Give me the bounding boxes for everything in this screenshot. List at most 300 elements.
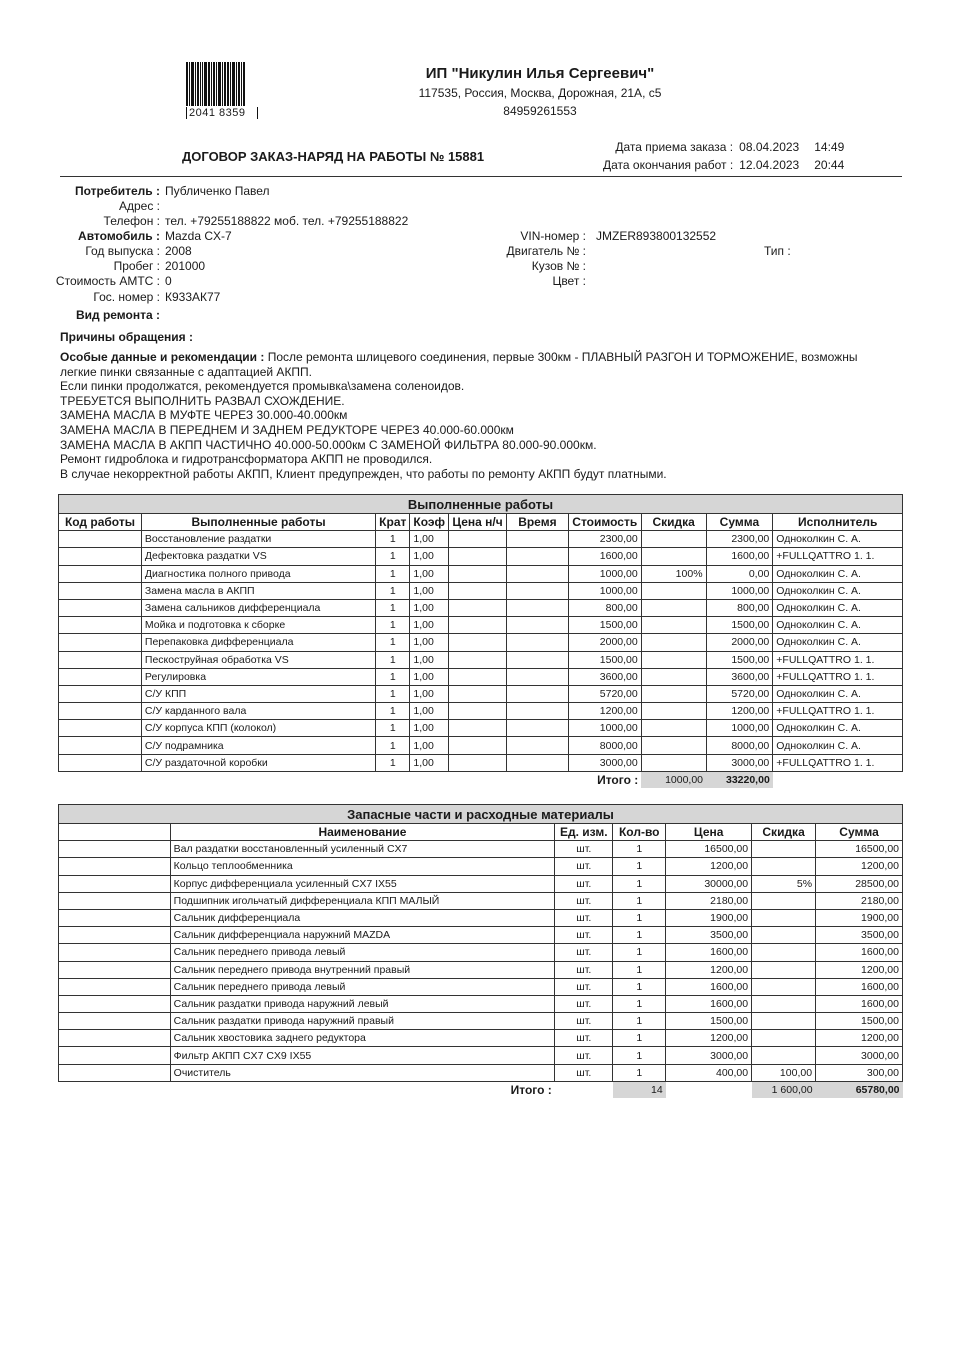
work-discount-cell [641, 548, 706, 565]
part-blank-cell [59, 1013, 171, 1030]
part-name-cell: Сальник переднего привода левый [170, 978, 555, 995]
works-col-cost: Стоимость [568, 514, 641, 531]
part-name-cell: Сальник переднего привода внутренний правый [170, 961, 555, 978]
work-mult-cell: 1 [376, 651, 410, 668]
table-row [59, 909, 903, 926]
part-price-cell: 3500,00 [666, 927, 752, 944]
vin-value: JMZER893800132552 [596, 229, 717, 243]
body-label: Кузов № : [531, 259, 586, 273]
works-table [58, 494, 903, 788]
part-sum-cell: 28500,00 [816, 875, 903, 892]
work-coef-cell: 1,00 [410, 617, 449, 634]
work-executor-cell: Одноколкин С. А. [773, 617, 903, 634]
work-time-cell [507, 685, 569, 702]
work-discount-cell [641, 531, 706, 548]
work-sum-cell: 1500,00 [706, 651, 773, 668]
part-sum-cell: 1200,00 [816, 858, 903, 875]
work-name-cell: Мойка и подготовка к сборке [141, 617, 375, 634]
work-cost-cell: 1000,00 [568, 720, 641, 737]
part-qty-cell: 1 [613, 961, 666, 978]
part-price-cell: 16500,00 [666, 841, 752, 858]
barcode [186, 62, 258, 120]
cost-label: Стоимость АМТС : [55, 274, 160, 288]
table-row [59, 1030, 903, 1047]
work-coef-cell: 1,00 [410, 720, 449, 737]
work-rate-cell [449, 720, 507, 737]
work-cost-cell: 1000,00 [568, 582, 641, 599]
part-blank-cell [59, 927, 171, 944]
notes-line: легкие пинки связанные с адаптацией АКПП. [60, 364, 313, 379]
work-sum-cell: 2300,00 [706, 531, 773, 548]
parts-table [58, 804, 903, 1098]
work-coef-cell: 1,00 [410, 685, 449, 702]
part-unit-cell: шт. [555, 978, 613, 995]
year-value: 2008 [165, 244, 192, 258]
work-mult-cell: 1 [376, 685, 410, 702]
part-discount-cell [752, 927, 816, 944]
part-discount-cell [752, 858, 816, 875]
table-row [59, 651, 903, 668]
part-price-cell: 30000,00 [666, 875, 752, 892]
work-cost-cell: 5720,00 [568, 685, 641, 702]
part-name-cell: Корпус дифференциала усиленный CX7 IX55 [170, 875, 555, 892]
work-discount-cell [641, 582, 706, 599]
work-rate-cell [449, 651, 507, 668]
consumer-value: Публиченко Павел [165, 184, 270, 198]
work-cost-cell: 3600,00 [568, 668, 641, 685]
parts-caption: Запасные части и расходные материалы [59, 805, 903, 824]
parts-total-discount: 1 600,00 [752, 1081, 816, 1098]
table-row [59, 927, 903, 944]
work-code-cell [59, 582, 142, 599]
year-label: Год выпуска : [85, 244, 160, 258]
part-name-cell: Сальник переднего привода левый [170, 944, 555, 961]
part-sum-cell: 1900,00 [816, 909, 903, 926]
part-sum-cell: 1600,00 [816, 944, 903, 961]
work-mult-cell: 1 [376, 737, 410, 754]
part-blank-cell [59, 961, 171, 978]
works-col-time: Время [507, 514, 569, 531]
part-price-cell: 1200,00 [666, 961, 752, 978]
table-row [59, 944, 903, 961]
works-col-name: Выполненные работы [141, 514, 375, 531]
part-price-cell: 1600,00 [666, 978, 752, 995]
table-row [59, 858, 903, 875]
address-label: Адрес : [118, 199, 160, 213]
consumer-label: Потребитель : [74, 184, 160, 198]
work-sum-cell: 5720,00 [706, 685, 773, 702]
notes-first-line [60, 350, 880, 365]
part-name-cell: Фильтр АКПП CX7 CX9 IX55 [170, 1047, 555, 1064]
work-name-cell: Пескоструйная обработка VS [141, 651, 375, 668]
part-discount-cell [752, 1030, 816, 1047]
work-coef-cell: 1,00 [410, 737, 449, 754]
table-row [59, 737, 903, 754]
cost-value: 0 [165, 274, 172, 288]
work-time-cell [507, 754, 569, 771]
work-executor-cell: +FULLQATTRO 1. 1. [773, 548, 903, 565]
table-row [59, 720, 903, 737]
work-cost-cell: 2300,00 [568, 531, 641, 548]
part-unit-cell: шт. [555, 1064, 613, 1081]
part-qty-cell: 1 [613, 892, 666, 909]
work-discount-cell [641, 720, 706, 737]
header-divider [60, 176, 902, 177]
parts-total-row [59, 1081, 903, 1098]
work-code-cell [59, 668, 142, 685]
work-mult-cell: 1 [376, 531, 410, 548]
work-time-cell [507, 720, 569, 737]
part-discount-cell [752, 961, 816, 978]
work-coef-cell: 1,00 [410, 531, 449, 548]
work-discount-cell [641, 737, 706, 754]
part-price-cell: 3000,00 [666, 1047, 752, 1064]
part-unit-cell: шт. [555, 961, 613, 978]
table-row [59, 1064, 903, 1081]
part-blank-cell [59, 995, 171, 1012]
plate-value: К933АК77 [165, 290, 221, 304]
part-discount-cell [752, 944, 816, 961]
work-rate-cell [449, 668, 507, 685]
part-unit-cell: шт. [555, 944, 613, 961]
work-name-cell: Регулировка [141, 668, 375, 685]
work-code-cell [59, 599, 142, 616]
reasons-label: Причины обращения : [60, 330, 194, 344]
part-blank-cell [59, 1047, 171, 1064]
part-discount-cell [752, 1013, 816, 1030]
table-row [59, 582, 903, 599]
parts-col-unit: Ед. изм. [555, 824, 613, 841]
work-cost-cell: 8000,00 [568, 737, 641, 754]
work-discount-cell [641, 685, 706, 702]
work-sum-cell: 3000,00 [706, 754, 773, 771]
work-name-cell: Перепаковка дифференциала [141, 634, 375, 651]
part-blank-cell [59, 944, 171, 961]
company-address: 117535, Россия, Москва, Дорожная, 21А, с5 [418, 86, 662, 100]
work-name-cell: Дефектовка раздатки VS [141, 548, 375, 565]
work-time-cell [507, 548, 569, 565]
part-name-cell: Подшипник игольчатый дифференциала КПП МАЛЫЙ [170, 892, 555, 909]
part-name-cell: Вал раздатки восстановленный усиленный CX7 [170, 841, 555, 858]
work-time-cell [507, 737, 569, 754]
work-name-cell: С/У карданного вала [141, 703, 375, 720]
end-date-label: Дата окончания работ : [603, 158, 734, 172]
part-discount-cell [752, 1047, 816, 1064]
work-sum-cell: 0,00 [706, 565, 773, 582]
work-code-cell [59, 531, 142, 548]
work-coef-cell: 1,00 [410, 582, 449, 599]
work-discount-cell [641, 703, 706, 720]
work-discount-cell [641, 754, 706, 771]
work-code-cell [59, 548, 142, 565]
work-time-cell [507, 531, 569, 548]
work-rate-cell [449, 565, 507, 582]
part-sum-cell: 1500,00 [816, 1013, 903, 1030]
work-mult-cell: 1 [376, 548, 410, 565]
part-qty-cell: 1 [613, 978, 666, 995]
part-unit-cell: шт. [555, 927, 613, 944]
work-coef-cell: 1,00 [410, 703, 449, 720]
part-sum-cell: 2180,00 [816, 892, 903, 909]
work-code-cell [59, 634, 142, 651]
work-coef-cell: 1,00 [410, 634, 449, 651]
part-unit-cell: шт. [555, 909, 613, 926]
part-name-cell: Сальник раздатки привода наружний правый [170, 1013, 555, 1030]
work-coef-cell: 1,00 [410, 548, 449, 565]
work-name-cell: С/У КПП [141, 685, 375, 702]
works-total-discount: 1000,00 [641, 771, 706, 788]
table-row [59, 703, 903, 720]
end-date: 12.04.2023 [739, 158, 800, 172]
part-qty-cell: 1 [613, 1064, 666, 1081]
part-name-cell: Сальник дифференциала наружний MAZDA [170, 927, 555, 944]
barcode-number: 2041 8359 [186, 107, 258, 119]
work-code-cell [59, 737, 142, 754]
part-qty-cell: 1 [613, 875, 666, 892]
work-cost-cell: 1500,00 [568, 651, 641, 668]
work-sum-cell: 8000,00 [706, 737, 773, 754]
work-executor-cell: +FULLQATTRO 1. 1. [773, 668, 903, 685]
engine-label: Двигатель № : [506, 244, 586, 258]
work-name-cell: С/У корпуса КПП (колокол) [141, 720, 375, 737]
work-rate-cell [449, 754, 507, 771]
document-title: ДОГОВОР ЗАКАЗ-НАРЯД НА РАБОТЫ № 15881 [182, 149, 485, 164]
type-label: Тип : [764, 244, 791, 258]
notes-line: ТРЕБУЕТСЯ ВЫПОЛНИТЬ РАЗВАЛ СХОЖДЕНИЕ. [60, 393, 345, 408]
part-qty-cell: 1 [613, 1030, 666, 1047]
work-time-cell [507, 668, 569, 685]
part-price-cell: 1500,00 [666, 1013, 752, 1030]
part-blank-cell [59, 892, 171, 909]
work-mult-cell: 1 [376, 634, 410, 651]
part-discount-cell [752, 995, 816, 1012]
phone-label: Телефон : [103, 214, 160, 228]
work-mult-cell: 1 [376, 754, 410, 771]
table-row [59, 754, 903, 771]
order-dates [600, 139, 847, 175]
work-coef-cell: 1,00 [410, 565, 449, 582]
part-blank-cell [59, 875, 171, 892]
works-total-sum: 33220,00 [706, 771, 773, 788]
work-executor-cell: Одноколкин С. А. [773, 720, 903, 737]
works-col-rate: Цена н/ч [449, 514, 507, 531]
work-cost-cell: 2000,00 [568, 634, 641, 651]
part-name-cell: Кольцо теплообменника [170, 858, 555, 875]
work-time-cell [507, 703, 569, 720]
work-rate-cell [449, 617, 507, 634]
work-sum-cell: 800,00 [706, 599, 773, 616]
part-qty-cell: 1 [613, 1013, 666, 1030]
work-executor-cell: +FULLQATTRO 1. 1. [773, 754, 903, 771]
work-code-cell [59, 685, 142, 702]
work-name-cell: С/У подрамника [141, 737, 375, 754]
part-discount-cell [752, 978, 816, 995]
part-name-cell: Сальник раздатки привода наружний левый [170, 995, 555, 1012]
work-discount-cell: 100% [641, 565, 706, 582]
part-price-cell: 1200,00 [666, 858, 752, 875]
work-name-cell: Диагностика полного привода [141, 565, 375, 582]
work-time-cell [507, 651, 569, 668]
table-row [59, 892, 903, 909]
works-total-row [59, 771, 903, 788]
works-col-code: Код работы [59, 514, 142, 531]
part-discount-cell [752, 841, 816, 858]
part-discount-cell [752, 892, 816, 909]
work-sum-cell: 1000,00 [706, 582, 773, 599]
table-row [59, 634, 903, 651]
phone-value: тел. +79255188822 моб. тел. +79255188822 [165, 214, 409, 228]
part-qty-cell: 1 [613, 927, 666, 944]
work-mult-cell: 1 [376, 617, 410, 634]
part-unit-cell: шт. [555, 1013, 613, 1030]
part-unit-cell: шт. [555, 1047, 613, 1064]
part-sum-cell: 3000,00 [816, 1047, 903, 1064]
vin-label: VIN-номер : [520, 229, 586, 243]
parts-header-row [59, 824, 903, 841]
work-rate-cell [449, 737, 507, 754]
work-code-cell [59, 720, 142, 737]
part-unit-cell: шт. [555, 995, 613, 1012]
work-executor-cell: Одноколкин С. А. [773, 565, 903, 582]
company-name: ИП "Никулин Илья Сергеевич" [425, 65, 655, 82]
part-blank-cell [59, 909, 171, 926]
work-sum-cell: 2000,00 [706, 634, 773, 651]
table-row [59, 599, 903, 616]
part-blank-cell [59, 1064, 171, 1081]
table-row [59, 617, 903, 634]
parts-col-blank [59, 824, 171, 841]
work-code-cell [59, 565, 142, 582]
works-col-sum: Сумма [706, 514, 773, 531]
part-sum-cell: 16500,00 [816, 841, 903, 858]
works-total-label: Итого : [597, 772, 639, 787]
work-mult-cell: 1 [376, 599, 410, 616]
mileage-value: 201000 [165, 259, 206, 273]
work-cost-cell: 3000,00 [568, 754, 641, 771]
part-sum-cell: 1200,00 [816, 961, 903, 978]
work-coef-cell: 1,00 [410, 754, 449, 771]
work-time-cell [507, 617, 569, 634]
work-cost-cell: 1200,00 [568, 703, 641, 720]
notes-line: ЗАМЕНА МАСЛА В АКПП ЧАСТИЧНО 40.000-50.000км С ЗАМЕНОЙ ФИЛЬТРА 80.000-90.000км. [60, 437, 597, 452]
works-col-discount: Скидка [641, 514, 706, 531]
work-time-cell [507, 634, 569, 651]
works-header-row [59, 514, 903, 531]
part-discount-cell: 100,00 [752, 1064, 816, 1081]
parts-col-discount: Скидка [752, 824, 816, 841]
work-executor-cell: Одноколкин С. А. [773, 531, 903, 548]
barcode-bars [186, 62, 258, 106]
part-name-cell: Очиститель [170, 1064, 555, 1081]
work-coef-cell: 1,00 [410, 668, 449, 685]
part-sum-cell: 1600,00 [816, 978, 903, 995]
client-info [0, 184, 960, 324]
part-qty-cell: 1 [613, 909, 666, 926]
work-name-cell: Восстановление раздатки [141, 531, 375, 548]
part-qty-cell: 1 [613, 1047, 666, 1064]
work-mult-cell: 1 [376, 720, 410, 737]
special-notes [60, 350, 880, 481]
part-price-cell: 1600,00 [666, 944, 752, 961]
part-sum-cell: 300,00 [816, 1064, 903, 1081]
part-qty-cell: 1 [613, 995, 666, 1012]
part-blank-cell [59, 841, 171, 858]
work-coef-cell: 1,00 [410, 651, 449, 668]
part-blank-cell [59, 858, 171, 875]
table-row [59, 685, 903, 702]
work-cost-cell: 1500,00 [568, 617, 641, 634]
work-code-cell [59, 754, 142, 771]
car-label: Автомобиль : [78, 229, 160, 243]
work-sum-cell: 3600,00 [706, 668, 773, 685]
part-discount-cell: 5% [752, 875, 816, 892]
work-sum-cell: 1600,00 [706, 548, 773, 565]
work-mult-cell: 1 [376, 668, 410, 685]
table-row [59, 565, 903, 582]
notes-line: Ремонт гидроблока и гидротрансформатора АКПП не проводился. [60, 452, 433, 467]
work-executor-cell: +FULLQATTRO 1. 1. [773, 703, 903, 720]
part-sum-cell: 1200,00 [816, 1030, 903, 1047]
table-row [59, 841, 903, 858]
part-price-cell: 400,00 [666, 1064, 752, 1081]
works-col-mult: Крат [376, 514, 410, 531]
work-executor-cell: Одноколкин С. А. [773, 634, 903, 651]
part-unit-cell: шт. [555, 875, 613, 892]
work-rate-cell [449, 599, 507, 616]
part-blank-cell [59, 1030, 171, 1047]
accept-date: 08.04.2023 [739, 140, 800, 154]
work-discount-cell [641, 651, 706, 668]
work-discount-cell [641, 599, 706, 616]
work-rate-cell [449, 703, 507, 720]
notes-first-text: После ремонта шлицевого соединения, первые 300км - ПЛАВНЫЙ РАЗГОН И ТОРМОЖЕНИЕ, возможны [267, 350, 858, 364]
work-mult-cell: 1 [376, 582, 410, 599]
part-unit-cell: шт. [555, 841, 613, 858]
parts-total-sum: 65780,00 [816, 1081, 903, 1098]
work-code-cell [59, 651, 142, 668]
parts-total-qty: 14 [613, 1081, 666, 1098]
work-sum-cell: 1000,00 [706, 720, 773, 737]
works-col-executor: Исполнитель [773, 514, 903, 531]
repair-type-label: Вид ремонта : [75, 308, 160, 322]
table-row [59, 995, 903, 1012]
work-executor-cell: Одноколкин С. А. [773, 685, 903, 702]
car-value: Mazda CX-7 [165, 229, 232, 243]
work-executor-cell: Одноколкин С. А. [773, 582, 903, 599]
works-caption: Выполненные работы [59, 495, 903, 514]
part-blank-cell [59, 978, 171, 995]
works-col-coef: Коэф [410, 514, 449, 531]
parts-col-price: Цена [666, 824, 752, 841]
parts-total-label: Итого : [510, 1082, 552, 1097]
work-rate-cell [449, 634, 507, 651]
accept-date-label: Дата приема заказа : [615, 140, 734, 154]
work-rate-cell [449, 548, 507, 565]
work-sum-cell: 1500,00 [706, 617, 773, 634]
work-name-cell: Замена сальников дифференциала [141, 599, 375, 616]
table-row [59, 531, 903, 548]
end-time: 20:44 [814, 158, 845, 172]
work-mult-cell: 1 [376, 565, 410, 582]
work-discount-cell [641, 668, 706, 685]
part-qty-cell: 1 [613, 944, 666, 961]
parts-col-sum: Сумма [816, 824, 903, 841]
notes-line: Если пинки продолжатся, рекомендуется промывка\замена соленоидов. [60, 379, 465, 394]
mileage-label: Пробег : [113, 259, 160, 273]
part-sum-cell: 3500,00 [816, 927, 903, 944]
work-mult-cell: 1 [376, 703, 410, 720]
table-row [59, 1047, 903, 1064]
